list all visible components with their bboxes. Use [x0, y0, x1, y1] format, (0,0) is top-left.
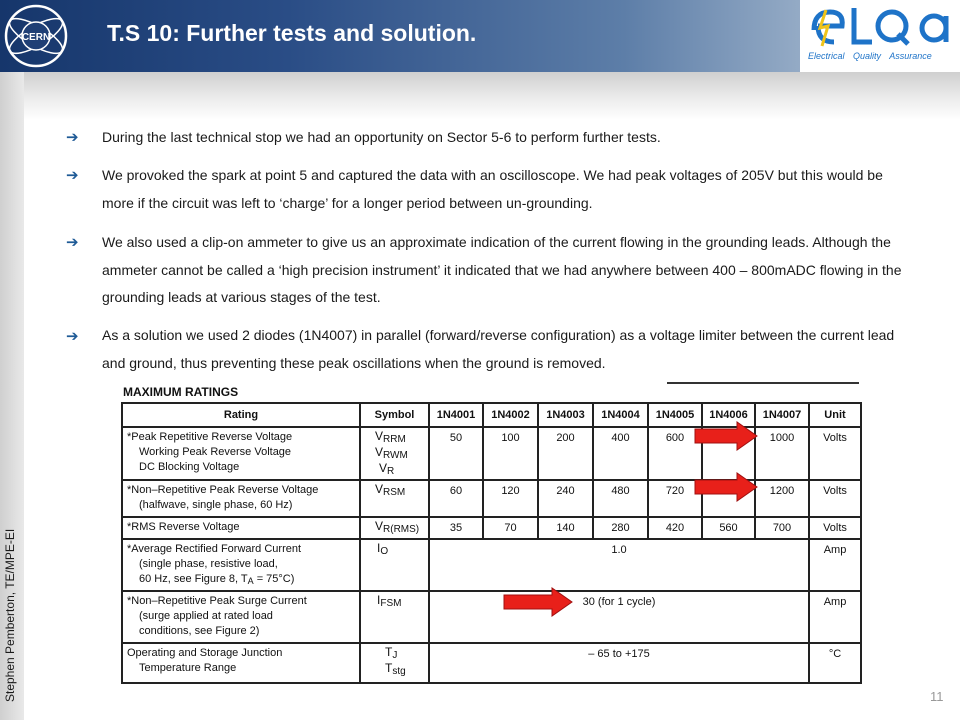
- merged-value-cell: 30 (for 1 cycle): [429, 591, 809, 643]
- elqa-word-quality: Quality: [853, 51, 882, 61]
- rating-text: (halfwave, single phase, 60 Hz): [139, 499, 293, 511]
- title-bar: [0, 0, 960, 72]
- symbol-sub: O: [380, 546, 389, 557]
- elqa-logo: [800, 0, 960, 72]
- bullet-arrow-icon: ➔: [66, 234, 79, 251]
- symbol-main: V: [379, 461, 388, 475]
- header-symbol: Symbol: [360, 403, 429, 427]
- table-row: [122, 643, 861, 683]
- unit-cell: Volts: [809, 480, 861, 517]
- header-1n4007: 1N4007: [755, 403, 809, 427]
- header-1n4006: 1N4006: [702, 403, 755, 427]
- header-1n4005: 1N4005: [648, 403, 702, 427]
- slide-title: T.S 10: Further tests and solution.: [107, 20, 477, 46]
- highlight-arrow-icon: [502, 586, 574, 618]
- highlight-arrow-icon: [693, 420, 759, 452]
- symbol-sub: RSM: [383, 487, 406, 498]
- header-unit: Unit: [809, 403, 861, 427]
- symbol-cell: [360, 591, 429, 643]
- header-rating: Rating: [122, 403, 360, 427]
- value-cell: 700: [755, 517, 809, 539]
- symbol-cell: [360, 517, 429, 539]
- highlight-arrow-icon: [693, 471, 759, 503]
- value-cell: 120: [483, 480, 538, 517]
- symbol-cell: [360, 643, 429, 683]
- rating-text: (single phase, resistive load,: [139, 558, 278, 570]
- rating-cell: [122, 427, 360, 480]
- ratings-title: MAXIMUM RATINGS: [123, 385, 239, 399]
- header-1n4004: 1N4004: [593, 403, 648, 427]
- symbol-sub: R(RMS): [383, 524, 420, 535]
- value-cell: 560: [702, 517, 755, 539]
- table-row: [122, 591, 861, 643]
- rating-cell: [122, 517, 360, 539]
- symbol-main: T: [385, 645, 393, 659]
- ratings-top-line: [667, 382, 859, 384]
- elqa-word-electrical: Electrical: [808, 51, 845, 61]
- header-1n4003: 1N4003: [538, 403, 593, 427]
- value-cell: 400: [593, 427, 648, 480]
- symbol-cell: [360, 539, 429, 591]
- value-cell: 50: [429, 427, 483, 480]
- value-cell: 70: [483, 517, 538, 539]
- symbol-main: V: [375, 429, 384, 443]
- symbol-main: V: [375, 482, 384, 496]
- rating-text: *RMS Reverse Voltage: [127, 521, 240, 533]
- rating-text: Working Peak Reverse Voltage: [139, 446, 292, 458]
- symbol-sub: FSM: [380, 598, 402, 609]
- bullet-4: As a solution we used 2 diodes (1N4007) in parallel (forward/reverse configuration) as a voltage limiter between the current lead and ground, thus preventing these peak oscillations when the ground is removed.: [102, 327, 895, 371]
- rating-cell: [122, 539, 360, 591]
- rating-cell: [122, 480, 360, 517]
- bullet-1: During the last technical stop we had an opportunity on Sector 5-6 to perform further tests.: [102, 129, 661, 145]
- symbol-main: V: [375, 519, 384, 533]
- unit-cell: Volts: [809, 427, 861, 480]
- symbol-sub: R: [387, 466, 395, 477]
- header-1n4001: 1N4001: [429, 403, 483, 427]
- cern-logo: [2, 2, 70, 70]
- rating-text: DC Blocking Voltage: [139, 461, 240, 473]
- value-cell: 35: [429, 517, 483, 539]
- value-cell: 240: [538, 480, 593, 517]
- rating-text: (surge applied at rated load: [139, 610, 273, 622]
- value-cell: 140: [538, 517, 593, 539]
- value-cell: 200: [538, 427, 593, 480]
- rating-text: *Average Rectified Forward Current: [127, 543, 302, 555]
- rating-cell: [122, 591, 360, 643]
- elqa-tagline: [808, 51, 938, 61]
- bullet-arrow-icon: ➔: [66, 167, 79, 184]
- page-number: 11: [930, 689, 944, 704]
- merged-value-cell: 1.0: [429, 539, 809, 591]
- bullet-3: We also used a clip-on ammeter to give us an approximate indication of the current flowing in the grounding leads. Although the ammeter cannot be called a ‘high precision instrument’ it indicated that we had anywhere between 400 – 800mADC flowing in the grounding leads at various stages of the test.: [102, 234, 902, 305]
- value-cell: 420: [648, 517, 702, 539]
- rating-text: *Peak Repetitive Reverse Voltage: [127, 431, 293, 443]
- unit-cell: Volts: [809, 517, 861, 539]
- symbol-cell: [360, 480, 429, 517]
- header-shade: [24, 72, 960, 120]
- bullet-arrow-icon: ➔: [66, 129, 79, 146]
- symbol-sub: RWM: [383, 450, 408, 461]
- rating-text: Temperature Range: [139, 662, 237, 674]
- value-cell: 600: [648, 427, 702, 480]
- value-cell: 60: [429, 480, 483, 517]
- symbol-sub: J: [392, 650, 398, 661]
- rating-cell: [122, 643, 360, 683]
- value-cell: 280: [593, 517, 648, 539]
- unit-cell: Amp: [809, 539, 861, 591]
- value-cell: 100: [483, 427, 538, 480]
- value-cell: 720: [648, 480, 702, 517]
- table-row: [122, 539, 861, 591]
- elqa-word-assurance: Assurance: [889, 51, 932, 61]
- author-vertical: Stephen Pemberton, TE/MPE-EI: [3, 528, 17, 702]
- bullet-2: We provoked the spark at point 5 and captured the data with an oscilloscope. We had peak voltages of 205V but this would be more if the circuit was left to ‘charge’ for a longer period between un-grounding.: [102, 167, 883, 211]
- value-cell: 480: [593, 480, 648, 517]
- merged-value-cell: – 65 to +175: [429, 643, 809, 683]
- rating-text: *Non–Repetitive Peak Reverse Voltage: [127, 484, 319, 496]
- unit-cell: Amp: [809, 591, 861, 643]
- header-1n4002: 1N4002: [483, 403, 538, 427]
- symbol-sub: stg: [392, 666, 406, 677]
- symbol-main: I: [377, 593, 381, 607]
- rating-text: conditions, see Figure 2): [139, 625, 260, 637]
- rating-text: *Non–Repetitive Peak Surge Current: [127, 595, 307, 607]
- value-cell: 1000: [755, 427, 809, 480]
- rating-text: 60 Hz, see Figure 8, TA = 75°C): [139, 573, 295, 586]
- symbol-cell: [360, 427, 429, 480]
- symbol-main: I: [377, 541, 381, 555]
- symbol-main: T: [385, 661, 393, 675]
- symbol-main: V: [375, 445, 384, 459]
- rating-text: Operating and Storage Junction: [127, 647, 283, 659]
- unit-cell: °C: [809, 643, 861, 683]
- elqa-logo-mark: [806, 2, 956, 50]
- value-cell: 1200: [755, 480, 809, 517]
- cern-logo-text: CERN: [21, 32, 51, 43]
- bullet-arrow-icon: ➔: [66, 328, 79, 345]
- table-row: [122, 517, 861, 539]
- symbol-sub: RRM: [383, 434, 406, 445]
